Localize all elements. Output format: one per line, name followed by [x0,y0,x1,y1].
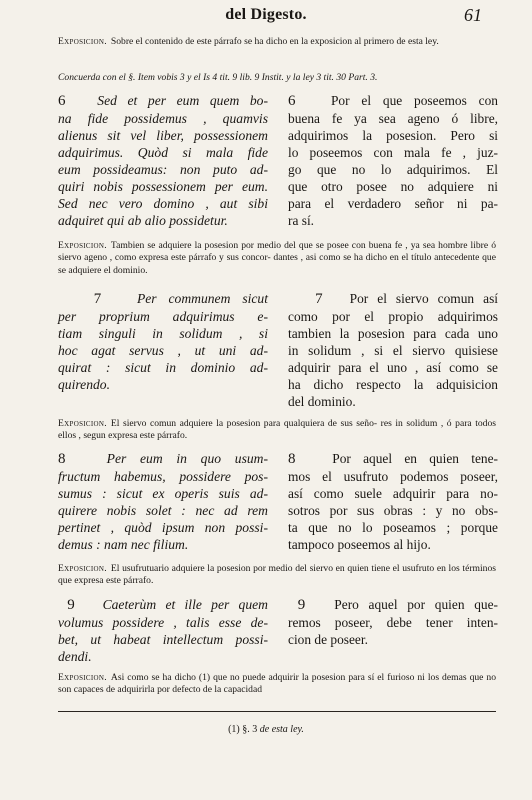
spanish-line: buena fe ya sea ageno ó libre, [288,111,498,126]
exposition-paragraph [58,563,496,588]
exposition-label: Exposicion. [58,672,107,683]
spanish-text [288,596,498,648]
spanish-line: 6 Por el que poseemos con [288,93,498,109]
latin-line: quiri nobis possessionem per eum. [58,179,268,194]
spanish-line: que otro posee no adquiere ni [288,179,498,194]
latin-line: quirere nobis solet : nec ad rem [58,503,268,518]
latin-line: adquiret qui ab alio possidetur. [58,213,228,228]
exposition-label: Exposicion. [58,240,107,251]
latin-text [58,450,268,553]
latin-line: na fide possidemus , quamvis [58,111,268,126]
latin-line: volumus possidere , talis esse de- [58,615,268,630]
spanish-line: sotros por sus obras : y no obs- [288,503,498,518]
latin-line: dendi. [58,649,92,664]
latin-line: hoc agat servus , ut uni ad- [58,343,268,358]
exposition-line: primero de esta ley. [363,36,439,47]
section-number: 9 [67,597,75,613]
spanish-line: ha dicho respecto la adquisicion [288,377,498,392]
latin-line: demus : nam nec filium. [58,537,189,552]
latin-line: per proprium adquirimus e- [58,309,268,324]
latin-line: 7 Per communem sicut [93,291,268,307]
section-number: 7 [93,291,102,307]
latin-line: eum possideamus: non puto ad- [58,162,268,177]
exposition-line: Asi como se ha dicho (1) que no puede adquirir la posesion para sí [110,672,375,683]
exposition-paragraph [58,418,496,443]
spanish-text [288,92,498,229]
spanish-line: in solidum , si el siervo quisiese [288,343,498,358]
latin-text [58,290,268,393]
spanish-line: ta que no lo poseamos ; porque [288,520,498,535]
section-number: 8 [58,451,66,467]
concordance-note: Concuerda con el §. Item vobis 3 y el Is 4 tit. 9 lib. 9 Instit. y la ley 3 tit. 30 Part. 3. [58,72,378,83]
spanish-line: del dominio. [288,394,356,409]
exposition-label: Exposicion. [58,563,107,574]
spanish-line: go que no lo adquirimos. El [288,162,498,177]
exposition-line: El usufrutuario adquiere la posesion por medio del siervo en quien [110,563,369,574]
exposition-paragraph [58,36,496,48]
running-title: del Digesto. [225,6,307,23]
spanish-text [288,450,498,553]
spanish-line: tampoco poseemos al hijo. [288,537,431,552]
spanish-line: 8 Por aquel en quien tene- [288,451,498,467]
latin-line: tiam singuli in solidum , si [58,326,268,341]
footnote [0,724,532,735]
exposition-label: Exposicion. [58,418,107,429]
section-number: 6 [288,93,296,109]
latin-line: bet, ut habeat intellectum possi- [58,632,268,647]
spanish-line: 7 Por el siervo comun así [315,291,499,307]
exposition-line: tiene el usufruto en los términos que expresa este párrafo. [58,563,496,587]
exposition-label: Exposicion. [58,36,107,47]
spanish-line: para el verdadero señor ni pa- [288,196,498,211]
footnote-italic-text: de esta ley. [259,724,304,735]
latin-line: quirendo. [58,377,110,392]
latin-line: 6 Sed et per eum quem bo- [58,93,269,109]
page-number: 61 [464,5,482,25]
spanish-line: remos poseer, debe tener inten- [288,615,498,630]
exposition-line: res in solidum , ó para todos ellos , segun expresa este párrafo. [58,418,496,442]
latin-line: sumus : sicut ex operis suis ad- [58,486,268,501]
exposition-line: El siervo comun adquiere la posesion para qualquiera de sus seño- [110,418,378,429]
latin-line: 9 Caeterùm et ille per quem [67,597,268,613]
latin-text [58,596,268,665]
footnote-text: §. 3 [242,724,258,735]
latin-line: fructum habemus, possidere pos- [58,469,268,484]
spanish-text [288,290,498,410]
footnote-marker: (1) [228,724,240,735]
spanish-line: ra sí. [288,213,315,228]
exposition-paragraph [58,672,496,697]
section-number: 9 [297,597,306,613]
spanish-line: adquirimos la posesion. Pero si [288,128,498,143]
spanish-line: así como suele adquirir para no- [288,486,498,501]
exposition-line: dantes , asi como se ha dicho en el título antecedente que se adquiere el dominio. [58,252,496,276]
latin-line: 8 Per eum in quo usum- [58,451,268,467]
page-header [0,6,532,30]
exposition-paragraph [58,240,496,277]
footnote-divider [58,711,496,712]
spanish-line: lo poseemos con mala fe , juz- [288,145,498,160]
spanish-line: tambien la posesion para cada uno [288,326,498,341]
latin-line: pertinet , quòd ipsum non possi- [58,520,268,535]
latin-text [58,92,268,229]
section-number: 7 [315,291,323,307]
latin-line: alienus sit vel liber, possessionem [58,128,268,143]
section-number: 8 [288,451,296,467]
exposition-line: Sobre el contenido de este párrafo se ha dicho en la exposicion al [110,36,362,47]
exposition-line: Tambien se adquiere la posesion por medio del que se posee con buena [110,240,392,251]
exposition-line: fe , ya sea hombre libre ó siervo ageno , como expresa este párrafo y sus concor- [58,240,497,264]
spanish-line: 9 Pero aquel por quien que- [297,597,499,613]
spanish-line: adquirir para el uno , así como se [288,360,498,375]
spanish-line: como por el propio adquirimos [288,309,498,324]
spanish-line: mos el usufruto podemos poseer, [288,469,498,484]
spanish-line: cion de poseer. [288,632,368,647]
latin-line: quirat : sicut in dominio ad- [58,360,268,375]
section-number: 6 [58,93,66,109]
latin-line: Sed nec vero domino , aut sibi [58,196,268,211]
exposition-line: el furioso ni los demas que no son capaces de adquirirla por defecto de la capacidad [58,672,497,696]
latin-line: adquirimus. Quòd si mala fide [58,145,268,160]
